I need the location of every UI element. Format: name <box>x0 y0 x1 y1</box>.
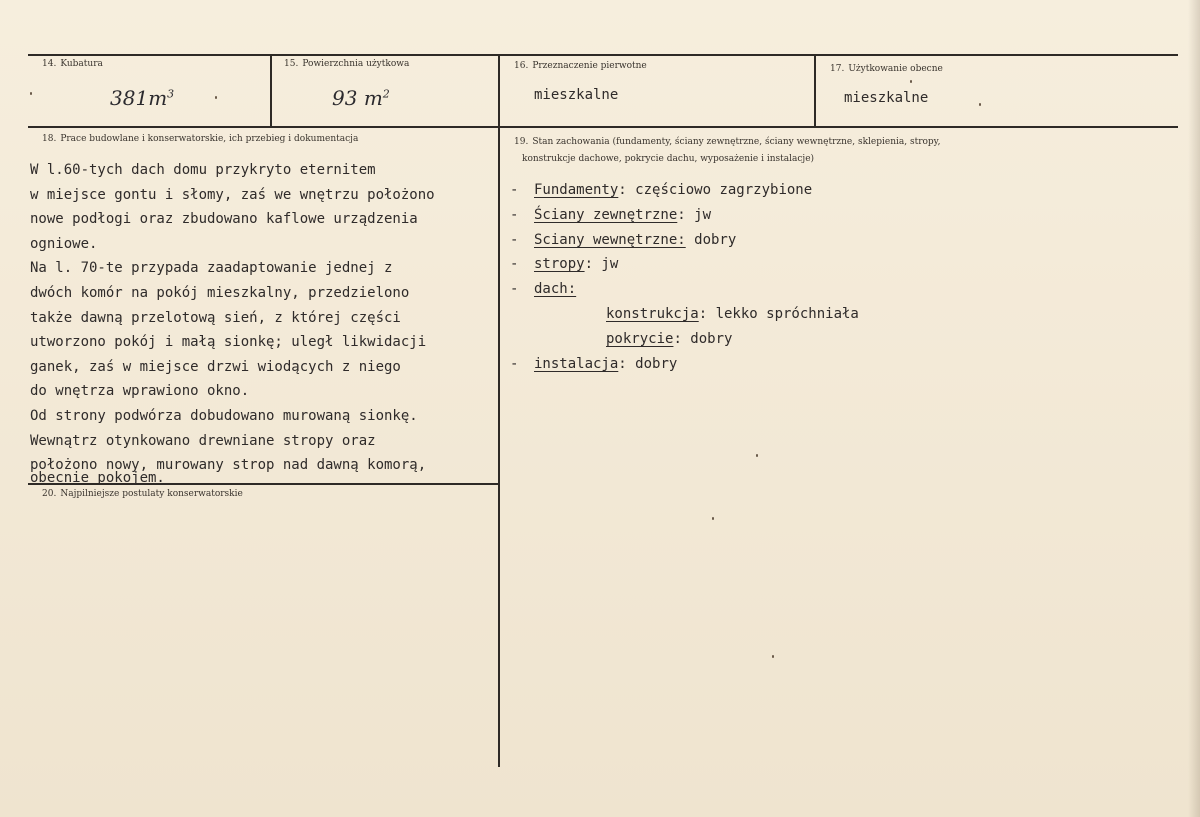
text-line: także dawną przelotową sień, z której części <box>30 309 401 326</box>
list-dash: - <box>510 256 519 273</box>
field-16-label-text: Przeznaczenie pierwotne <box>532 61 647 71</box>
field-20-label-text: Najpilniejsze postulaty konserwatorskie <box>60 489 243 499</box>
text-line: Od strony podwórza dobudowano murowaną sionkę. <box>30 407 418 424</box>
condition-key: pokrycie <box>606 330 674 347</box>
area-unit-exponent: 2 <box>382 87 390 101</box>
paper-speck <box>712 517 714 520</box>
text-line: nowe podłogi oraz zbudowano kaflowe urządzenia <box>30 211 418 228</box>
condition-value: : lekko spróchniała <box>698 305 859 322</box>
text-line: dwóch komór na pokój mieszkalny, przedzielono <box>30 284 410 301</box>
field-14-value <box>110 86 174 110</box>
condition-value: : częściowo zagrzybione <box>618 182 813 198</box>
condition-key: stropy <box>534 256 585 273</box>
list-item <box>510 252 859 277</box>
field-14-label <box>42 58 103 70</box>
field-18-number: 18. <box>42 134 57 144</box>
cubature-unit-exponent: 3 <box>167 87 175 101</box>
text-line: Na l. 70-te przypada zaadaptowanie jednej z <box>30 260 393 277</box>
text-line: w miejsce gontu i słomy, zaś we wnętrzu położono <box>30 186 435 203</box>
field-15-label-text: Powierzchnia użytkowa <box>302 59 410 69</box>
rule-top <box>28 54 1178 56</box>
field-18-text <box>30 158 435 490</box>
condition-value: dobry <box>685 231 737 248</box>
list-dash: - <box>510 231 519 248</box>
divider-15-16 <box>498 55 500 767</box>
list-item <box>510 302 859 327</box>
field-15-label <box>284 58 409 70</box>
field-19-label-continued: konstrukcje dachowe, pokrycie dachu, wyposażenie i instalacje) <box>522 154 815 164</box>
text-line: do wnętrza wprawiono okno. <box>30 383 250 400</box>
paper-edge-shadow <box>1188 0 1200 817</box>
text-line: obecnie pokojem. <box>30 469 165 486</box>
field-17-label-text: Użytkowanie obecne <box>848 64 943 74</box>
list-item <box>510 203 859 228</box>
area-number: 93 <box>332 86 358 110</box>
text-line: położono nowy, murowany strop nad dawną komorą, <box>30 457 427 474</box>
field-19-label-line1: Stan zachowania (fundamenty, ściany zewnętrzne, ściany wewnętrzne, sklepienia, stropy, <box>532 137 941 147</box>
list-item <box>510 352 859 377</box>
paper-speck <box>910 80 912 83</box>
rule-header-bottom <box>28 126 1178 128</box>
divider-16-17 <box>814 55 816 127</box>
list-dash: - <box>510 281 519 298</box>
list-dash: - <box>510 355 519 372</box>
paper-speck <box>756 454 758 457</box>
field-17-number: 17. <box>830 64 845 74</box>
list-item <box>510 228 859 253</box>
condition-value: : jw <box>677 206 712 223</box>
condition-key: Ściany zewnętrzne <box>534 206 678 223</box>
field-19-label <box>514 136 940 148</box>
text-line: Wewnątrz otynkowano drewniane stropy oraz <box>30 432 376 449</box>
field-17-label <box>830 63 943 75</box>
cubature-unit: m <box>148 86 168 110</box>
condition-key: instalacja <box>534 355 619 372</box>
condition-list <box>510 178 859 376</box>
paper-speck <box>215 96 217 99</box>
condition-key: dach: <box>534 281 577 298</box>
condition-key: Sciany wewnętrzne: <box>534 231 686 248</box>
list-item <box>510 277 859 302</box>
field-14-number: 14. <box>42 59 57 69</box>
field-16-value: mieszkalne <box>534 87 619 103</box>
text-line: utworzono pokój i małą sionkę; uległ likwidacji <box>30 334 427 351</box>
area-unit: m <box>363 86 383 110</box>
field-20-label <box>42 488 243 500</box>
condition-value: : jw <box>584 256 619 273</box>
list-dash: - <box>510 182 519 198</box>
field-15-number: 15. <box>284 59 299 69</box>
text-line: ganek, zaś w miejsce drzwi wiodących z niego <box>30 358 401 375</box>
field-20-number: 20. <box>42 489 57 499</box>
field-15-value <box>332 86 390 110</box>
field-17-value: mieszkalne <box>844 90 929 106</box>
paper-speck <box>979 103 981 106</box>
list-dash: - <box>510 206 519 223</box>
field-18-label-text: Prace budowlane i konserwatorskie, ich przebieg i dokumentacja <box>60 134 359 144</box>
condition-key: konstrukcja <box>606 305 699 322</box>
text-line: W l.60-tych dach domu przykryto eternitem <box>30 162 376 178</box>
paper-speck <box>772 655 774 658</box>
condition-value: : dobry <box>618 355 678 372</box>
condition-value: : dobry <box>673 330 733 347</box>
field-14-label-text: Kubatura <box>60 59 103 69</box>
paper-speck <box>30 92 32 95</box>
field-18-label <box>42 133 358 145</box>
list-item <box>510 327 859 352</box>
list-item <box>510 178 859 203</box>
divider-14-15 <box>270 55 272 127</box>
cubature-number: 381 <box>110 86 149 110</box>
text-line: ogniowe. <box>30 235 98 252</box>
field-16-number: 16. <box>514 61 529 71</box>
condition-key: Fundamenty <box>534 182 619 198</box>
field-19-number: 19. <box>514 137 529 147</box>
field-16-label <box>514 60 647 72</box>
